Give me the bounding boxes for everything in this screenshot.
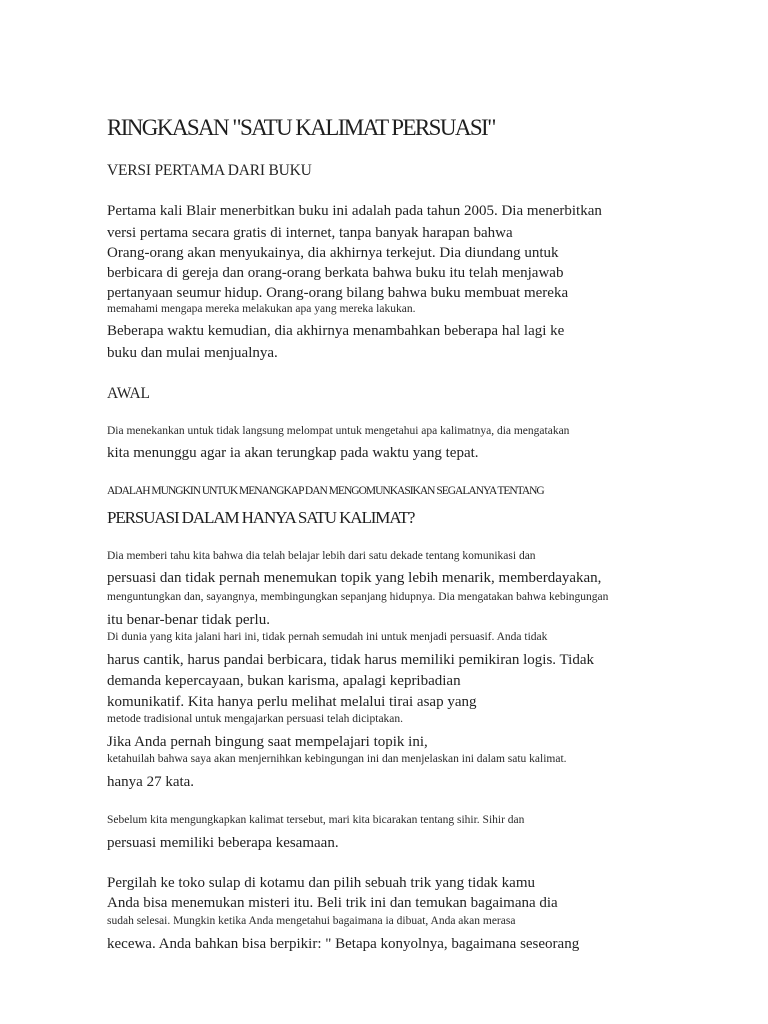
paragraph-line: Dia menekankan untuk tidak langsung melompat untuk mengetahui apa kalimatnya, dia mengatakan (107, 425, 570, 437)
paragraph-line: persuasi dan tidak pernah menemukan topik yang lebih menarik, memberdayakan, (107, 570, 602, 586)
paragraph-line: hanya 27 kata. (107, 774, 195, 790)
paragraph-line: Pertama kali Blair menerbitkan buku ini adalah pada tahun 2005. Dia menerbitkan (107, 203, 602, 219)
paragraph-line: harus cantik, harus pandai berbicara, tidak harus memiliki pemikiran logis. Tidak (107, 652, 594, 668)
paragraph-line: memahami mengapa mereka melakukan apa yang mereka lakukan. (107, 303, 416, 315)
paragraph-line: kecewa. Anda bahkan bisa berpikir: " Betapa konyolnya, bagaimana seseorang (107, 936, 580, 952)
paragraph-line: kita menunggu agar ia akan terungkap pada waktu yang tepat. (107, 445, 479, 461)
paragraph-line: ketahuilah bahwa saya akan menjernihkan kebingungan ini dan menjelaskan ini dalam satu kalimat. (107, 753, 567, 765)
paragraph-line: Sebelum kita mengungkapkan kalimat tersebut, mari kita bicarakan tentang sihir. Sihir dan (107, 814, 525, 826)
document-title: RINGKASAN "SATU KALIMAT PERSUASI" (107, 115, 495, 140)
section-heading-line-2: PERSUASI DALAM HANYA SATU KALIMAT? (107, 508, 415, 527)
paragraph-line: sudah selesai. Mungkin ketika Anda mengetahui bagaimana ia dibuat, Anda akan merasa (107, 915, 516, 927)
paragraph-line: Di dunia yang kita jalani hari ini, tidak pernah semudah ini untuk menjadi persuasif. Anda tidak (107, 631, 548, 643)
section-heading-awal: AWAL (107, 385, 150, 402)
paragraph-line: Dia memberi tahu kita bahwa dia telah belajar lebih dari satu dekade tentang komunikasi dan (107, 550, 536, 562)
section-heading-versi-pertama: VERSI PERTAMA DARI BUKU (107, 162, 312, 179)
paragraph-line: Beberapa waktu kemudian, dia akhirnya menambahkan beberapa hal lagi ke (107, 323, 565, 339)
paragraph-line: Anda bisa menemukan misteri itu. Beli trik ini dan temukan bagaimana dia (107, 895, 558, 911)
paragraph-line: metode tradisional untuk mengajarkan persuasi telah diciptakan. (107, 713, 404, 725)
paragraph-line: pertanyaan seumur hidup. Orang-orang bilang bahwa buku membuat mereka (107, 285, 569, 301)
paragraph-line: Jika Anda pernah bingung saat mempelajari topik ini, (107, 734, 428, 750)
paragraph-line: berbicara di gereja dan orang-orang berkata bahwa buku itu telah menjawab (107, 265, 564, 281)
section-heading-line-1: ADALAH MUNGKIN UNTUK MENANGKAP DAN MENGOMUNKASIKAN SEGALANYA TENTANG (107, 485, 544, 497)
paragraph-line: komunikatif. Kita hanya perlu melihat melalui tirai asap yang (107, 694, 477, 710)
paragraph-line: demanda kepercayaan, bukan karisma, apalagi kepribadian (107, 673, 461, 689)
paragraph-line: versi pertama secara gratis di internet, tanpa banyak harapan bahwa (107, 225, 513, 241)
paragraph-line: buku dan mulai menjualnya. (107, 345, 278, 361)
paragraph-line: Pergilah ke toko sulap di kotamu dan pilih sebuah trik yang tidak kamu (107, 875, 535, 891)
paragraph-line: itu benar-benar tidak perlu. (107, 612, 270, 628)
paragraph-line: Orang-orang akan menyukainya, dia akhirnya terkejut. Dia diundang untuk (107, 245, 559, 261)
paragraph-line: menguntungkan dan, sayangnya, membingungkan sepanjang hidupnya. Dia mengatakan bahwa kebingungan (107, 591, 609, 603)
paragraph-line: persuasi memiliki beberapa kesamaan. (107, 835, 339, 851)
